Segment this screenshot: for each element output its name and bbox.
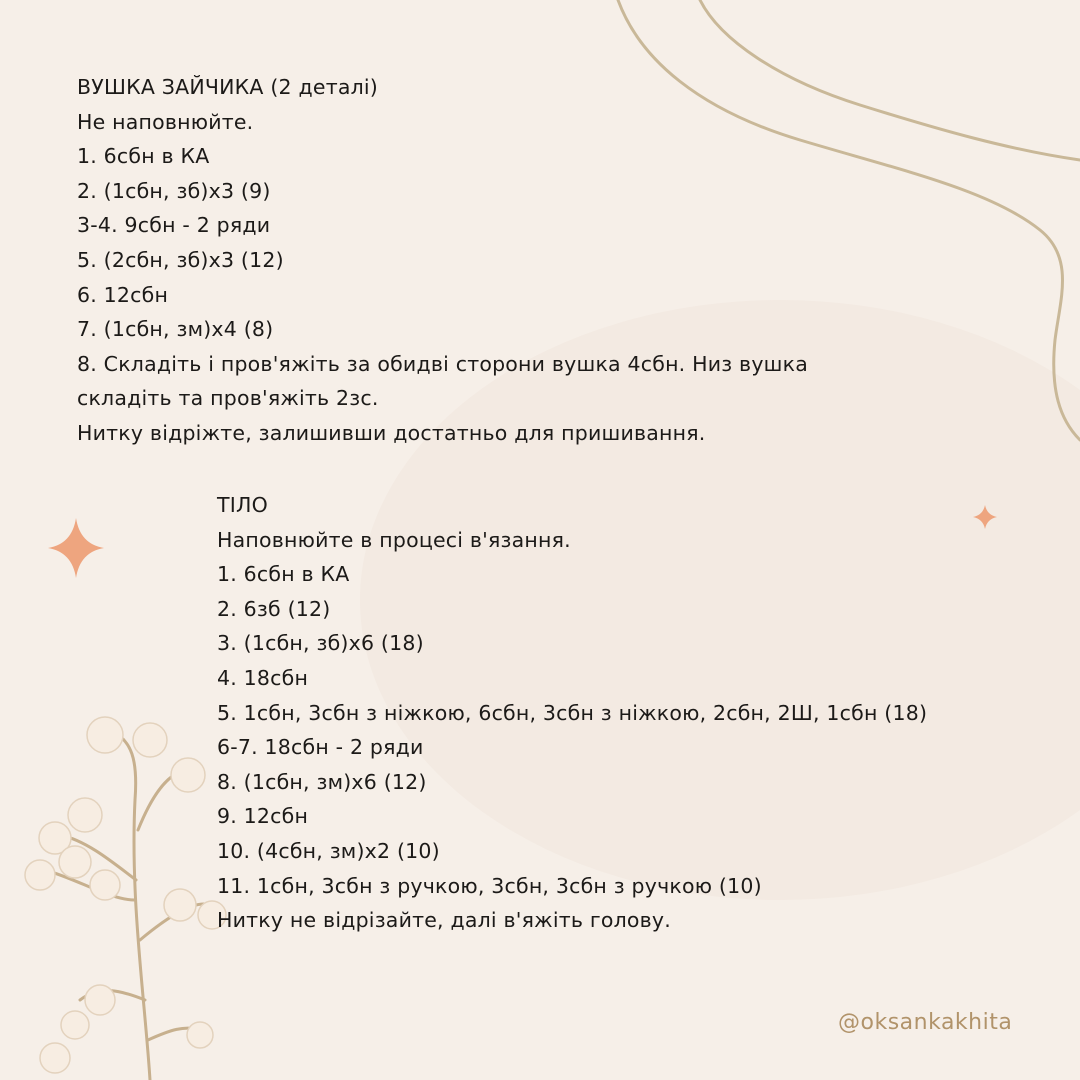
body-instruction-line: 10. (4сбн, зм)x2 (10) (217, 838, 440, 863)
ears-instruction-line: 5. (2сбн, зб)x3 (12) (77, 247, 284, 272)
author-signature: @oksankakhita (838, 1010, 1013, 1035)
sparkle-icon (48, 518, 104, 578)
body-instruction-line: 2. 6зб (12) (217, 596, 331, 621)
body-title: ТІЛО (217, 493, 268, 517)
ears-instruction-line: 1. 6сбн в КА (77, 144, 210, 169)
body-instruction-line: Нитку не відрізайте, далі в'яжіть голову. (217, 908, 671, 933)
ears-instruction-line: Нитку відріжте, залишивши достатньо для пришивання. (77, 420, 706, 445)
ears-instruction-line: Не наповнюйте. (77, 109, 254, 134)
body-pattern-section (217, 488, 927, 938)
body-instruction-line: 5. 1сбн, 3сбн з ніжкою, 6сбн, 3сбн з ніжкою, 2сбн, 2Ш, 1сбн (18) (217, 700, 928, 725)
ears-title: ВУШКА ЗАЙЧИКА (2 деталі) (77, 75, 378, 99)
body-instruction-line: 6-7. 18сбн - 2 ряди (217, 735, 424, 760)
body-instruction-line: 8. (1сбн, зм)x6 (12) (217, 769, 427, 794)
dried-flower-branch (25, 717, 226, 1080)
body-instruction-line: 9. 12сбн (217, 804, 309, 829)
ears-instruction-line: 8. Складіть і пров'яжіть за обидві сторони вушка 4сбн. Низ вушка (77, 351, 808, 376)
body-instruction-line: Наповнюйте в процесі в'язання. (217, 527, 571, 552)
ears-instruction-line: 2. (1сбн, зб)x3 (9) (77, 178, 271, 203)
ears-pattern-section (77, 70, 808, 451)
ears-instruction-line: 6. 12сбн (77, 282, 169, 307)
body-instruction-line: 1. 6сбн в КА (217, 562, 350, 587)
body-instruction-line: 3. (1сбн, зб)x6 (18) (217, 631, 424, 656)
body-instruction-line: 11. 1сбн, 3сбн з ручкою, 3сбн, 3сбн з ручкою (10) (217, 873, 762, 898)
body-instruction-line: 4. 18сбн (217, 665, 309, 690)
ears-instruction-line: складіть та пров'яжіть 2зс. (77, 386, 379, 411)
ears-instruction-line: 7. (1сбн, зм)x4 (8) (77, 317, 274, 342)
ears-instruction-line: 3-4. 9сбн - 2 ряди (77, 213, 271, 238)
